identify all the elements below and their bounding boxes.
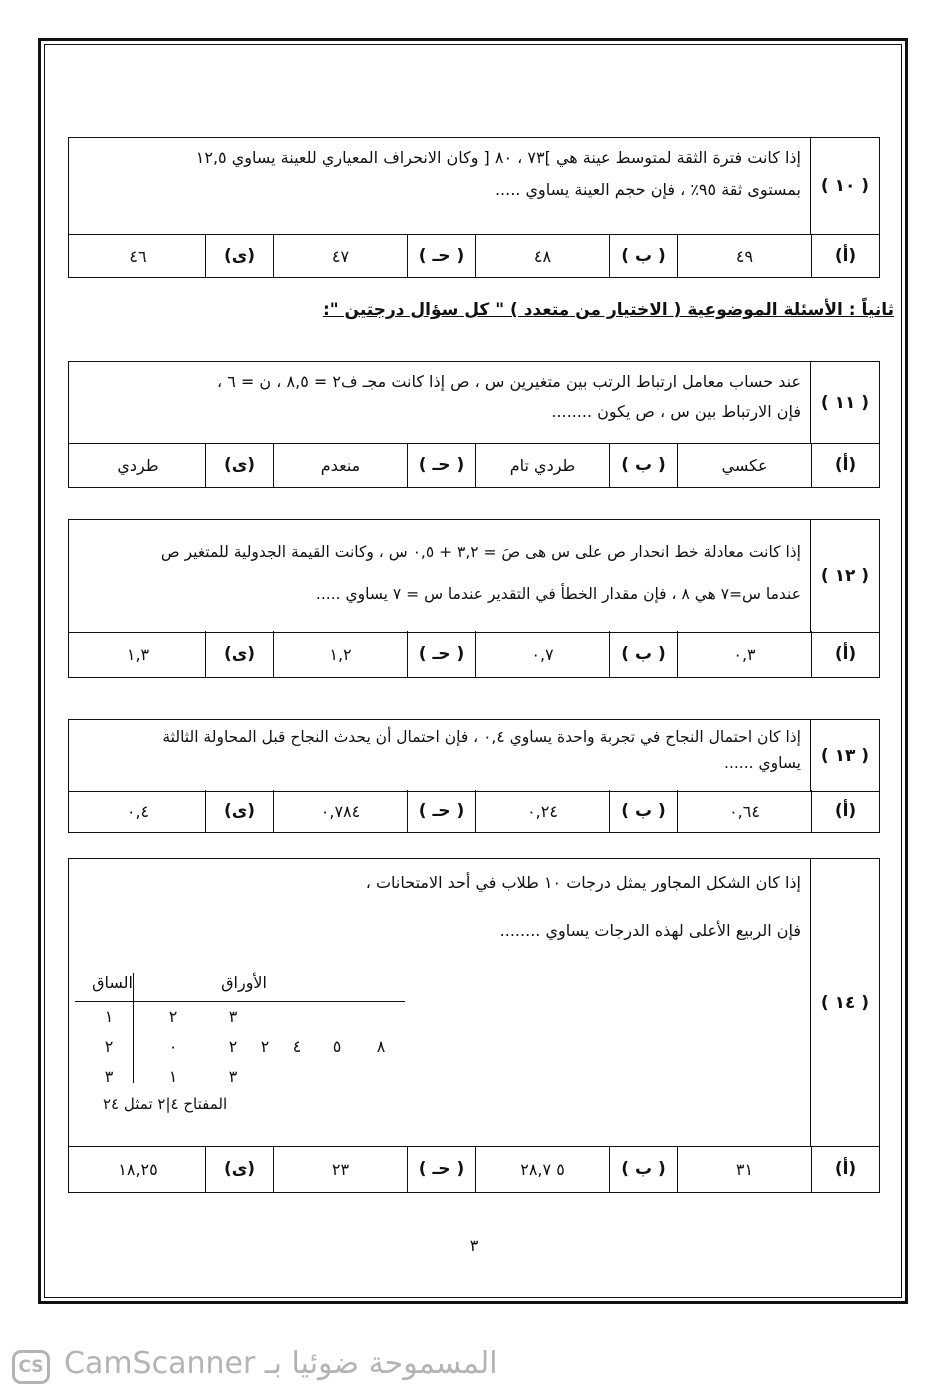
option-d-value[interactable]: ٠,٤ (126, 801, 150, 821)
question-13-line-2: يساوي ...... (724, 754, 801, 772)
question-10-options (69, 235, 879, 277)
option-a-value[interactable]: عكسي (677, 443, 811, 487)
option-b-label: ( ب ) (609, 235, 677, 277)
stem-header: الساق (92, 973, 133, 992)
option-a-label: (أ) (811, 1146, 879, 1192)
leaf: ٢ (228, 1037, 238, 1056)
question-10-stem (69, 138, 879, 235)
question-11-line-1: عند حساب معامل ارتباط الرتب بين متغيرين س ، ص إذا كانت مجـ ف٢ = ٨,٥ ، ن = ٦ ، (217, 372, 801, 391)
question-13-options (69, 790, 879, 832)
question-12-text (69, 520, 811, 632)
stem-leaf-vertical-line (133, 973, 134, 1083)
leaf-header: الأوراق (221, 973, 267, 992)
question-11 (68, 361, 880, 488)
option-d-value[interactable]: ١,٣ (126, 644, 150, 664)
stem-1: ١ (104, 1007, 114, 1026)
option-b-label: ( ب ) (609, 631, 677, 677)
question-10-number: ( ١٠ ) (810, 138, 879, 234)
stem-leaf-key: المفتاح ٤|٢ تمثل ٢٤ (103, 1095, 228, 1113)
question-11-line-2: فإن الارتباط بين س ، ص يكون ........ (551, 402, 801, 421)
option-c-value[interactable]: ٤٧ (273, 235, 407, 277)
camscanner-watermark (8, 1338, 548, 1392)
option-c-value[interactable]: ١,٢ (273, 631, 407, 677)
question-12-number: ( ١٢ ) (810, 520, 879, 632)
question-11-stem (69, 362, 879, 444)
option-a-value[interactable]: ٤٩ (677, 235, 811, 277)
option-d-label: (ى) (205, 443, 273, 487)
leaf: ٤ (292, 1037, 302, 1056)
option-b-value[interactable]: ٤٨ (475, 235, 609, 277)
question-13-text (69, 720, 811, 791)
option-c-label: ( حـ ) (407, 235, 475, 277)
option-a-value[interactable]: ٣١ (677, 1146, 811, 1192)
option-a-value[interactable]: ٠,٦٤ (677, 790, 811, 832)
question-10-line-1: إذا كانت فترة الثقة لمتوسط عينة هي ]٧٣ ، ٨٠ [ وكان الانحراف المعياري للعينة يساوي ١٢,٥ (195, 148, 801, 167)
option-d-value[interactable]: ٤٦ (129, 246, 147, 266)
option-c-label: ( حـ ) (407, 1146, 475, 1192)
leaf: ٠ (168, 1037, 178, 1056)
option-b-label: ( ب ) (609, 443, 677, 487)
section-title: ثانياً : الأسئلة الموضوعية ( الاختيار من متعدد ) " كل سؤال درجتين ": (322, 300, 894, 320)
question-12-options (69, 631, 879, 677)
question-12-line-2: عندما س=٧ هي ٨ ، فإن مقدار الخطأ في التقدير عندما س = ٧ يساوي ..... (315, 585, 801, 603)
option-c-value[interactable]: ٠,٧٨٤ (273, 790, 407, 832)
leaf: ١ (168, 1067, 178, 1086)
option-d-label: (ى) (205, 790, 273, 832)
option-c-value[interactable]: منعدم (273, 443, 407, 487)
option-b-value[interactable]: ٥ ٢٨,٧ (475, 1146, 609, 1192)
question-10-line-2: بمستوى ثقة ٩٥٪ ، فإن حجم العينة يساوي ..... (494, 180, 801, 199)
camscanner-watermark-text: CamScanner المسموحة ضوئيا بـ (64, 1346, 498, 1381)
option-d-value[interactable]: طردي (117, 455, 159, 475)
leaf: ٨ (376, 1037, 386, 1056)
question-14-line-2: فإن الربيع الأعلى لهذه الدرجات يساوي ........ (499, 921, 801, 940)
option-c-label: ( حـ ) (407, 443, 475, 487)
leaf: ٣ (228, 1067, 238, 1086)
question-14 (68, 858, 880, 1193)
option-d-label: (ى) (205, 235, 273, 277)
question-14-options (69, 1146, 879, 1192)
question-13 (68, 719, 880, 833)
option-a-label: (أ) (811, 443, 879, 487)
page-number: ٣ (469, 1236, 479, 1255)
question-11-options (69, 443, 879, 487)
question-13-number: ( ١٣ ) (810, 720, 879, 791)
question-13-line-1: إذا كان احتمال النجاح في تجربة واحدة يساوي ٠,٤ ، فإن احتمال أن يحدث النجاح قبل المحاولة الثالثة (162, 728, 801, 746)
camscanner-logo-icon: CS (12, 1350, 50, 1384)
option-d-label: (ى) (205, 631, 273, 677)
question-10 (68, 137, 880, 278)
question-14-stem (69, 859, 879, 1147)
option-a-label: (أ) (811, 790, 879, 832)
option-d-value[interactable]: ١٨,٢٥ (118, 1159, 158, 1179)
option-c-value[interactable]: ٢٣ (273, 1146, 407, 1192)
option-b-label: ( ب ) (609, 1146, 677, 1192)
leaf: ٥ (332, 1037, 342, 1056)
option-b-value[interactable]: طردي تام (475, 443, 609, 487)
question-12 (68, 519, 880, 678)
question-14-number: ( ١٤ ) (810, 859, 879, 1146)
option-b-value[interactable]: ٠,٢٤ (475, 790, 609, 832)
option-a-label: (أ) (811, 631, 879, 677)
leaf: ٢ (168, 1007, 178, 1026)
option-a-label: (أ) (811, 235, 879, 277)
question-11-number: ( ١١ ) (810, 362, 879, 443)
option-b-label: ( ب ) (609, 790, 677, 832)
leaf: ٢ (260, 1037, 270, 1056)
option-a-value[interactable]: ٠,٣ (677, 631, 811, 677)
question-12-stem (69, 520, 879, 633)
leaf: ٣ (228, 1007, 238, 1026)
option-c-label: ( حـ ) (407, 631, 475, 677)
option-d-label: (ى) (205, 1146, 273, 1192)
option-b-value[interactable]: ٠,٧ (475, 631, 609, 677)
option-c-label: ( حـ ) (407, 790, 475, 832)
question-12-line-1: إذا كانت معادلة خط انحدار ص على س هى صَ = ٣,٢ + ٠,٥ س ، وكانت القيمة الجدولية للمتغير ص (160, 543, 801, 561)
question-14-line-1: إذا كان الشكل المجاور يمثل درجات ١٠ طلاب في أحد الامتحانات ، (365, 873, 801, 892)
stem-leaf-horizontal-line (75, 1001, 405, 1002)
question-10-text (69, 138, 811, 234)
stem-and-leaf-plot (75, 959, 415, 1113)
question-13-stem (69, 720, 879, 792)
stem-3: ٣ (104, 1067, 114, 1086)
stem-2: ٢ (104, 1037, 114, 1056)
question-11-text (69, 362, 811, 443)
